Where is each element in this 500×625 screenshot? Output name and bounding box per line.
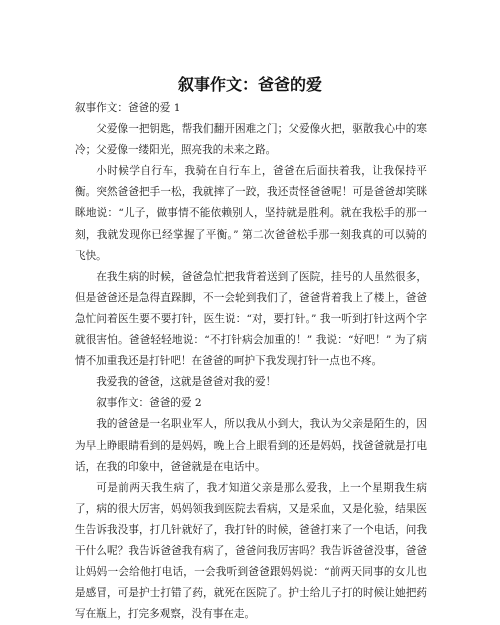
document-paragraph: 叙事作文：爸爸的爱 1 — [75, 102, 181, 114]
document-paragraph: 叙事作文：爸爸的爱 2 — [96, 397, 202, 410]
document-paragraph: 我的爸爸是一名职业军人，所以我从小到大，我认为父亲是陌生的，因为早上睁眼睛看到的是妈妈，晚上合上眼看到的还是妈妈，找爸爸就是打电话，在我的印象中，爸爸就是在电话中。 — [75, 418, 427, 473]
document-paragraph: 我爱我的爸爸，这就是爸爸对我的爱！ — [96, 376, 277, 389]
document-body — [75, 98, 427, 625]
document-paragraph: 父爱像一把钥匙，帮我们翻开困难之门；父爱像火把，驱散我心中的寒冷；父爱像一缕阳光，照亮我的未来之路。 — [75, 123, 427, 157]
document-paragraph: 可是前两天我生病了，我才知道父亲是那么爱我，上一个星期我生病了，病的很大厉害，妈妈领我到医院去看病，又是采血，又是化验，结果医生告诉我没事，打几针就好了，我打针的时候，爸爸打来了一个电话，问我干什么呢？我告诉爸爸我有病了，爸爸问我厉害吗？我告诉爸爸没事，爸爸让妈妈一会给他打电话，一会我听到爸爸跟妈妈说：“前两天同事的女儿也是感冒，可是护士打错了药，就死在医院了。护士给儿子打的时候让她把药写在瓶上，打完多观察，没有事在走。 — [75, 481, 427, 621]
document-title: 叙事作文：爸爸的爱 — [177, 75, 322, 94]
document-paragraph: 在我生病的时候，爸爸急忙把我背着送到了医院，挂号的人虽然很多，但是爸爸还是急得直跺脚，不一会轮到我们了，爸爸背着我上了楼上，爸爸急忙问着医生要不要打针，医生说：“对，要打针。” 我一听到打针这两个字就很害怕。爸爸轻轻地说：“不打针病会加重的！” 我说：“好吧！” 为了病情不加重我还是打针吧！在爸爸的呵护下我发现打针一点也不疼。 — [75, 270, 427, 368]
document-paragraph: 小时候学自行车，我骑在自行车上，爸爸在后面扶着我，让我保持平衡。突然爸爸把手一松，我就摔了一跤，我还责怪爸爸呢！可是爸爸却笑眯眯地说：“儿子，做事情不能依赖别人，坚持就是胜利。就在我松手的那一刻，我就发现你已经掌握了平衡。” 第二次爸爸松手那一刻我真的可以骑的飞快。 — [75, 165, 427, 262]
